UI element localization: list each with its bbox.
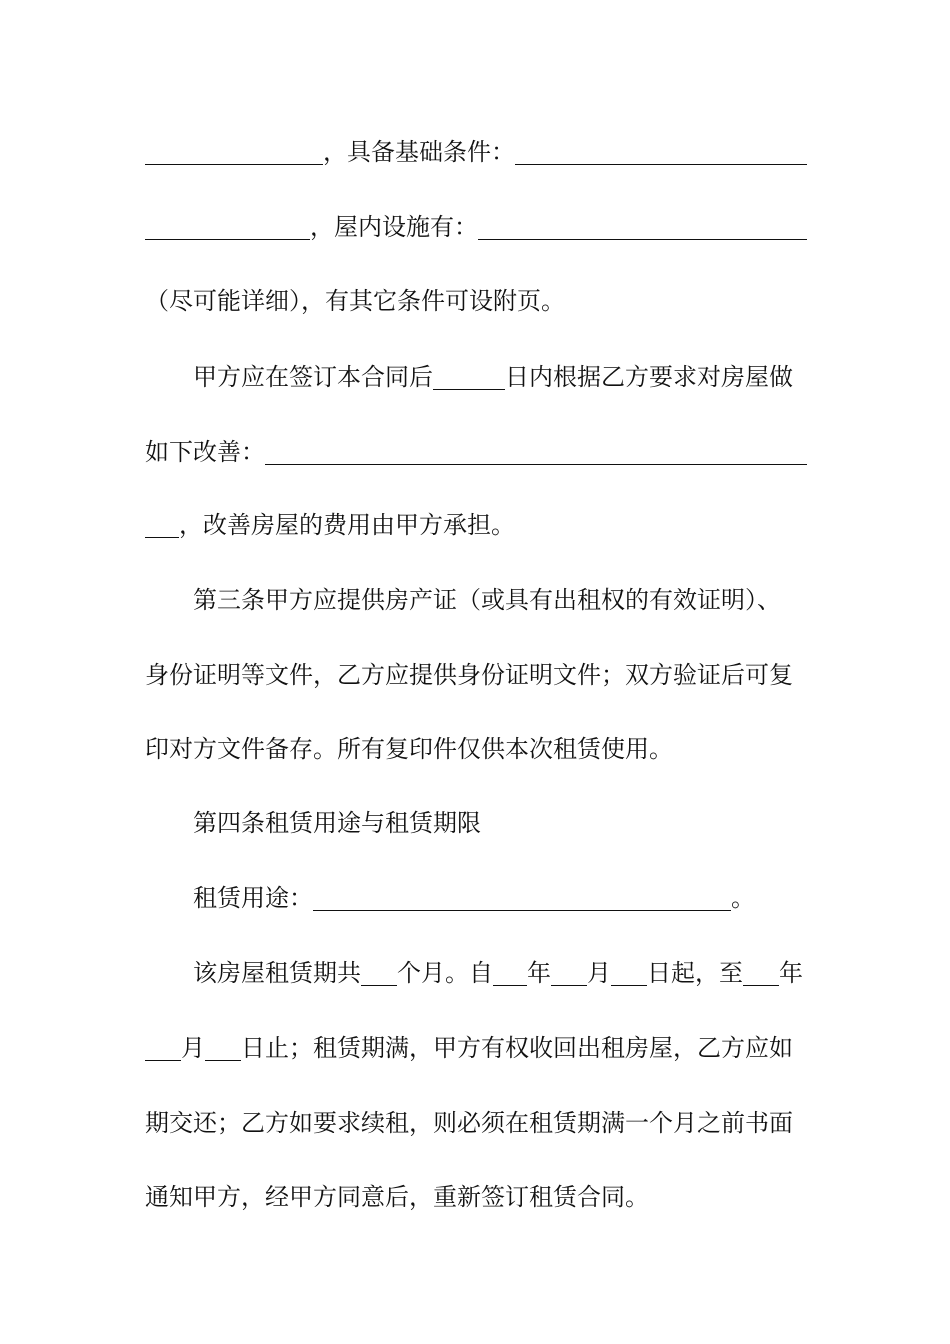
line-improvements xyxy=(145,432,807,472)
blank-field[interactable] xyxy=(743,957,779,986)
blank-field[interactable] xyxy=(478,211,807,240)
blank-field[interactable] xyxy=(361,957,397,986)
basic-conditions-label: ，具备基础条件： xyxy=(323,138,515,166)
article-3-line-3: 印对方文件备存。所有复印件仅供本次租赁使用。 xyxy=(145,735,673,763)
line-improvement-cost xyxy=(145,505,807,545)
line-facilities xyxy=(145,207,807,247)
lease-term-text: 个月。自 xyxy=(397,959,493,987)
line-lease-term xyxy=(193,953,807,993)
lease-term-text: 年 xyxy=(527,959,551,987)
lease-renewal-line-1: 期交还；乙方如要求续租，则必须在租赁期满一个月之前书面 xyxy=(145,1109,793,1137)
lease-term-text: 月 xyxy=(587,959,611,987)
line-lease-purpose xyxy=(193,878,807,918)
blank-field[interactable] xyxy=(515,136,807,165)
improvement-cost-text: ，改善房屋的费用由甲方承担。 xyxy=(179,511,515,539)
article-3-line-1: 第三条甲方应提供房产证（或具有出租权的有效证明）、 xyxy=(193,586,781,614)
article-4-heading: 第四条租赁用途与租赁期限 xyxy=(193,809,481,837)
line-improvement-days xyxy=(193,357,807,397)
blank-field[interactable] xyxy=(145,1032,181,1061)
blank-field[interactable] xyxy=(145,211,310,240)
lease-end-text: 月 xyxy=(181,1034,205,1062)
blank-field[interactable] xyxy=(205,1032,241,1061)
blank-field[interactable] xyxy=(611,957,647,986)
blank-field[interactable] xyxy=(313,882,731,911)
blank-field[interactable] xyxy=(551,957,587,986)
improvements-label: 如下改善： xyxy=(145,438,265,466)
blank-field[interactable] xyxy=(265,436,807,465)
lease-renewal-line-2: 通知甲方，经甲方同意后，重新签订租赁合同。 xyxy=(145,1183,649,1211)
facilities-label: ，屋内设施有： xyxy=(310,213,478,241)
improvement-before: 甲方应在签订本合同后 xyxy=(193,363,433,391)
lease-term-text: 日起，至 xyxy=(647,959,743,987)
lease-purpose-label: 租赁用途： xyxy=(193,884,313,912)
blank-field[interactable] xyxy=(433,361,505,390)
lease-term-text: 该房屋租赁期共 xyxy=(193,959,361,987)
line-basic-conditions xyxy=(145,132,807,172)
blank-field[interactable] xyxy=(145,136,323,165)
lease-term-text: 年 xyxy=(779,959,803,987)
lease-end-text: 日止；租赁期满，甲方有权收回出租房屋，乙方应如 xyxy=(241,1034,793,1062)
improvement-after: 日内根据乙方要求对房屋做 xyxy=(505,363,793,391)
article-3-line-2: 身份证明等文件，乙方应提供身份证明文件；双方验证后可复 xyxy=(145,661,793,689)
blank-field[interactable] xyxy=(493,957,527,986)
line-lease-end xyxy=(145,1028,807,1068)
lease-purpose-end: 。 xyxy=(731,884,755,912)
blank-field[interactable] xyxy=(145,509,179,538)
line-details-note: （尽可能详细），有其它条件可设附页。 xyxy=(145,287,565,315)
